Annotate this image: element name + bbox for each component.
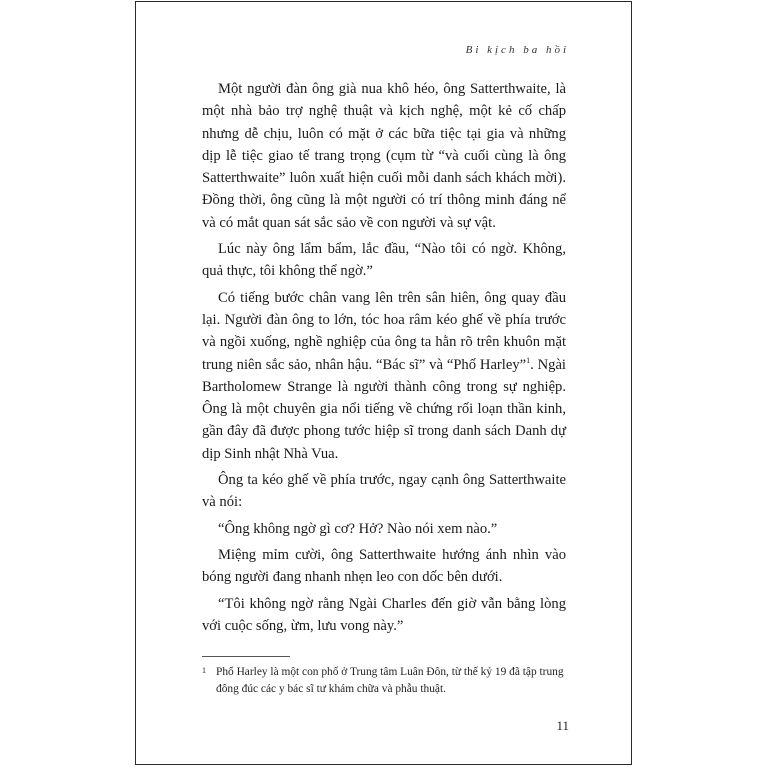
footnote-mark: 1 (202, 666, 206, 675)
footnote (202, 664, 566, 698)
page-number: 11 (556, 718, 569, 733)
book-page (135, 1, 632, 765)
footnote-divider (202, 656, 290, 657)
footnote-reference: 1 (526, 355, 531, 365)
running-head: Bi kịch ba hồi (465, 44, 569, 56)
paragraph-3-part-2: . Ngài Bartholomew Strange là người thành công trong sự nghiệp. Ông là một chuyên gia nổi tiếng về chứng rối loạn thần kinh, gần đây đã được phong tước hiệp sĩ trong danh sách Danh dự dịp Sinh nhật Nhà Vua. (202, 356, 566, 462)
paragraph-6: Miệng mỉm cười, ông Satterthwaite hướng ánh nhìn vào bóng người đang nhanh nhẹn leo con dốc bên dưới. (202, 546, 566, 586)
paragraph-3 (202, 287, 566, 465)
paragraph-3-part-1: Có tiếng bước chân vang lên trên sân hiên, ông quay đầu lại. Người đàn ông to lớn, tóc hoa râm kéo ghế về phía trước và ngồi xuống, nghề nghiệp của ông ta hằn rõ trên khuôn mặt trung niên sắc sảo, nhân hậu. “Bác sĩ” và “Phố Harley” (202, 289, 566, 373)
body-text (202, 78, 566, 641)
paragraph-4: Ông ta kéo ghế về phía trước, ngay cạnh ông Satterthwaite và nói: (202, 472, 566, 511)
paragraph-2: Lúc này ông lẩm bẩm, lắc đầu, “Nào tôi có ngờ. Không, quả thực, tôi không thể ngờ.” (202, 241, 566, 280)
footnote-text: Phố Harley là một con phố ở Trung tâm Luân Đôn, từ thế kỷ 19 đã tập trung đông đúc các y bác sĩ tư khám chữa và phẫu thuật. (216, 666, 564, 695)
paragraph-5: “Ông không ngờ gì cơ? Hở? Nào nói xem nào.” (218, 520, 498, 537)
paragraph-7: “Tôi không ngờ rằng Ngài Charles đến giờ vẫn bằng lòng với cuộc sống, ừm, lưu vong này.” (202, 595, 566, 634)
paragraph-1: Một người đàn ông già nua khô héo, ông Satterthwaite, là một nhà bảo trợ nghệ thuật và kịch nghệ, một kẻ cố chấp nhưng dễ chịu, luôn có mặt ở các bữa tiệc tại gia và những dịp lễ tiệc giao tế trang trọng (cụm từ “và cuối cùng là ông Satterthwaite” luôn xuất hiện cuối mỗi danh sách khách mời). Đồng thời, ông cũng là một người có trí thông minh đáng nể và có mắt quan sát sắc sảo về con người và sự vật. (202, 81, 566, 231)
